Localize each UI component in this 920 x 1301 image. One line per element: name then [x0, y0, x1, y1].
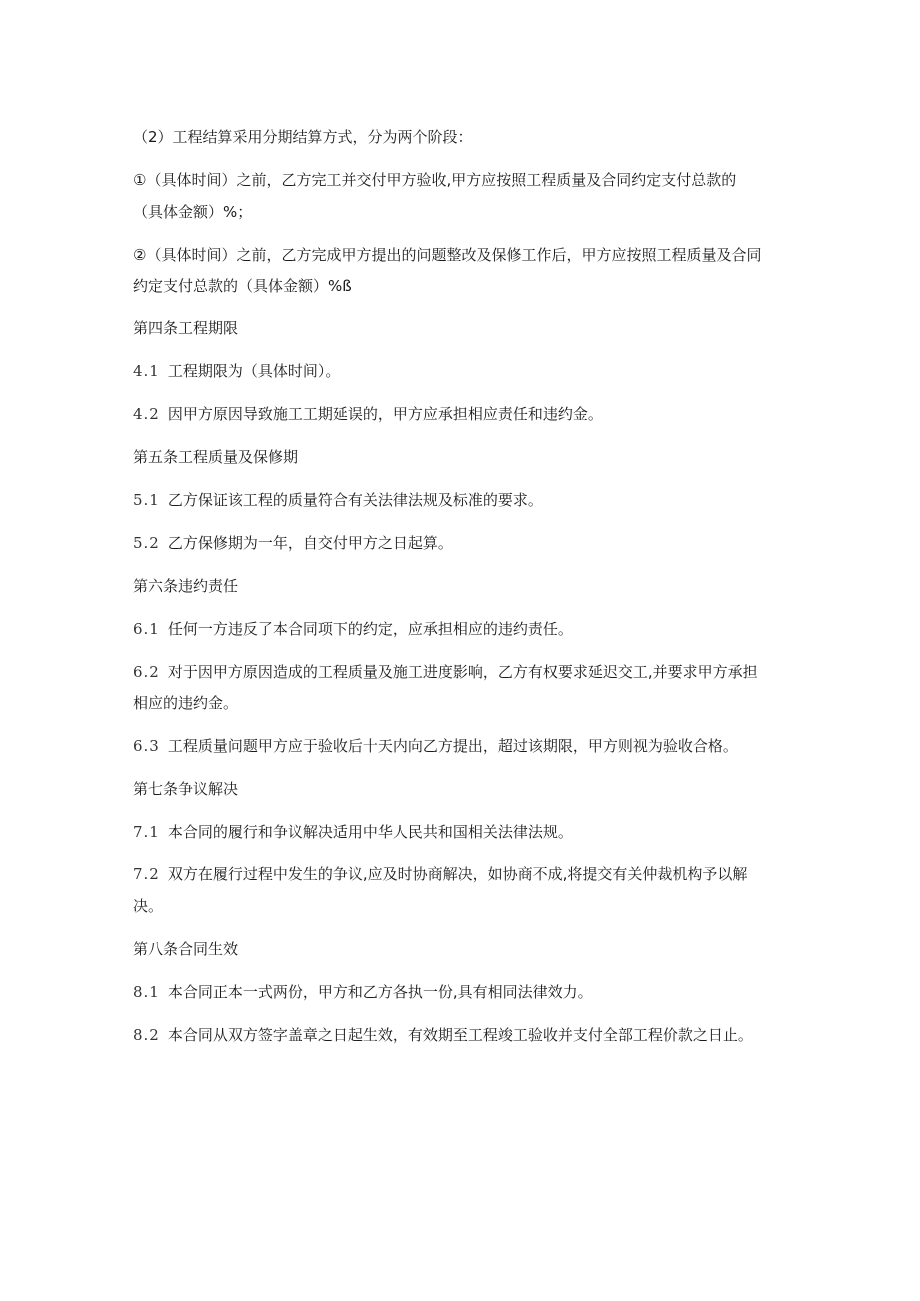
section-heading: [133, 318, 793, 338]
clause-line: [133, 662, 793, 682]
heading-text: 第八条合同生效: [133, 940, 239, 958]
clause-line: [133, 533, 793, 553]
line-text: 工程质量问题甲方应于验收后十天内向乙方提出，超过该期限，甲方则视为验收合格。: [167, 737, 738, 755]
clause-number: 8.1: [133, 983, 160, 1001]
clause-number: 7.2: [133, 865, 160, 883]
line-text: ②（具体时间）之前，乙方完成甲方提出的问题整改及保修工作后，甲方应按照工程质量及合同: [133, 246, 762, 264]
clause-line: [133, 864, 793, 884]
heading-text: 第四条工程期限: [133, 319, 239, 337]
paragraph-line: [133, 276, 793, 296]
clause-number: 5.2: [133, 534, 160, 552]
line-text: 工程期限为（具体时间）。: [167, 362, 341, 380]
line-text: 决。: [133, 897, 164, 915]
line-text: 对于因甲方原因造成的工程质量及施工进度影响，乙方有权要求延迟交工,并要求甲方承担: [167, 663, 758, 681]
clause-number: 4.2: [133, 405, 160, 423]
clause-line: [133, 822, 793, 842]
line-text: 本合同正本一式两份，甲方和乙方各执一份,具有相同法律效力。: [167, 983, 593, 1001]
heading-text: 第五条工程质量及保修期: [133, 448, 299, 466]
clause-number: 6.1: [133, 620, 160, 638]
clause-number: 7.1: [133, 823, 160, 841]
clause-line: [133, 361, 793, 381]
line-text: 约定支付总款的（具体金额）%ß: [133, 277, 352, 295]
line-text: 相应的违约金。: [133, 694, 239, 712]
line-text: 任何一方违反了本合同项下的约定，应承担相应的违约责任。: [167, 620, 573, 638]
clause-line: [133, 1025, 793, 1045]
line-text: 因甲方原因导致施工工期延误的，甲方应承担相应责任和违约金。: [167, 405, 603, 423]
clause-number: 6.3: [133, 737, 160, 755]
section-heading: [133, 576, 793, 596]
clause-line: [133, 982, 793, 1002]
paragraph-line: [133, 202, 793, 222]
section-heading: [133, 447, 793, 467]
heading-text: 第六条违约责任: [133, 577, 239, 595]
clause-line: [133, 490, 793, 510]
line-text: 本合同从双方签字盖章之日起生效，有效期至工程竣工验收并支付全部工程价款之日止。: [167, 1026, 753, 1044]
paragraph-line: [133, 245, 793, 265]
clause-number: 6.2: [133, 663, 160, 681]
section-heading: [133, 939, 793, 959]
paragraph-line: [133, 127, 793, 147]
clause-line: [133, 619, 793, 639]
line-text: （具体金额）%；: [133, 203, 253, 221]
paragraph-line: [133, 896, 793, 916]
paragraph-line: [133, 693, 793, 713]
clause-number: 4.1: [133, 362, 160, 380]
clause-line: [133, 736, 793, 756]
line-text: （2）工程结算采用分期结算方式，分为两个阶段：: [133, 128, 473, 146]
line-text: 本合同的履行和争议解决适用中华人民共和国相关法律法规。: [167, 823, 573, 841]
line-text: ①（具体时间）之前，乙方完工并交付甲方验收,甲方应按照工程质量及合同约定支付总款的: [133, 171, 737, 189]
clause-number: 5.1: [133, 491, 160, 509]
heading-text: 第七条争议解决: [133, 780, 239, 798]
line-text: 双方在履行过程中发生的争议,应及时协商解决，如协商不成,将提交有关仲裁机构予以解: [167, 865, 748, 883]
clause-number: 8.2: [133, 1026, 160, 1044]
line-text: 乙方保证该工程的质量符合有关法律法规及标准的要求。: [167, 491, 543, 509]
section-heading: [133, 779, 793, 799]
line-text: 乙方保修期为一年，自交付甲方之日起算。: [167, 534, 453, 552]
paragraph-line: [133, 170, 793, 190]
clause-line: [133, 404, 793, 424]
